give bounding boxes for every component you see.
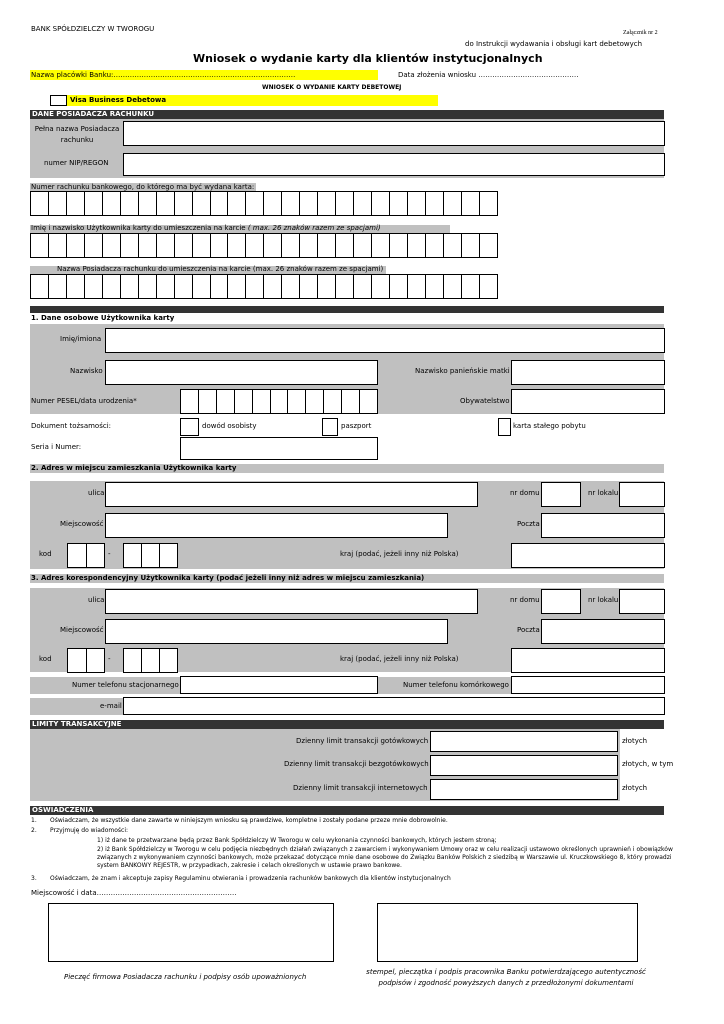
char-cell[interactable] <box>157 233 175 258</box>
char-cell[interactable] <box>324 389 342 414</box>
char-cell[interactable] <box>480 274 498 299</box>
pesel-cells[interactable] <box>180 389 378 414</box>
passport-checkbox[interactable] <box>322 418 338 436</box>
char-cell[interactable] <box>85 191 103 216</box>
bank-signature-box[interactable] <box>377 903 638 962</box>
char-cell[interactable] <box>85 274 103 299</box>
declaration-3: Oświadczam, że znam i akceptuje zapisy Regulaminu otwierania i prowadzenia rachunków bankowych dla klientów instytucjonalnych <box>50 875 451 882</box>
char-cell[interactable] <box>360 389 378 414</box>
corr-postcode-part1[interactable] <box>67 648 105 673</box>
char-cell[interactable] <box>139 274 157 299</box>
char-cell[interactable] <box>264 233 282 258</box>
char-cell[interactable] <box>408 233 426 258</box>
decl-3-number: 3. <box>31 875 37 882</box>
corr-street-field[interactable] <box>105 589 478 614</box>
owner-nip-label: numer NIP/REGON <box>44 159 109 167</box>
char-cell[interactable] <box>124 648 142 673</box>
card-type: Visa Business Debetowa <box>70 96 167 104</box>
char-cell[interactable] <box>444 191 462 216</box>
char-cell[interactable] <box>160 543 178 568</box>
char-cell[interactable] <box>175 191 193 216</box>
char-cell[interactable] <box>175 233 193 258</box>
char-cell[interactable] <box>193 233 211 258</box>
char-cell[interactable] <box>49 191 67 216</box>
char-cell[interactable] <box>228 274 246 299</box>
surname-field[interactable] <box>105 360 378 385</box>
char-cell[interactable] <box>228 233 246 258</box>
char-cell[interactable] <box>480 191 498 216</box>
char-cell[interactable] <box>49 274 67 299</box>
declaration-1: Oświadczam, że wszystkie dane zawarte w niniejszym wniosku są prawdziwe, kompletne i zostały podane przeze mnie dobrowolnie. <box>50 817 448 824</box>
char-cell[interactable] <box>354 233 372 258</box>
passport-label: paszport <box>341 422 372 430</box>
city-label: Miejscowość <box>60 520 104 528</box>
limit-cash-field[interactable] <box>430 731 618 752</box>
char-cell[interactable] <box>300 233 318 258</box>
attachment-note: do Instrukcji wydawania i obsługi kart debetowych <box>465 40 643 48</box>
char-cell[interactable] <box>264 191 282 216</box>
section-3-title: 3. Adres korespondencyjny Użytkownika karty (podać jeżeli inny niż adres w miejscu zamieszkania) <box>31 574 425 582</box>
char-cell[interactable] <box>121 274 139 299</box>
owner-full-name-field[interactable] <box>123 121 665 146</box>
char-cell[interactable] <box>67 191 85 216</box>
char-cell[interactable] <box>157 274 175 299</box>
user-name-label: Imię i nazwisko Użytkownika karty do umieszczenia na karcie ( max. 26 znaków razem ze spacjami) <box>31 224 381 232</box>
char-cell[interactable] <box>103 191 121 216</box>
char-cell[interactable] <box>271 389 289 414</box>
char-cell[interactable] <box>211 274 229 299</box>
residence-card-checkbox[interactable] <box>498 418 511 436</box>
corr-postcode-label: kod <box>39 655 52 663</box>
bank-signature-caption-1: stempel, pieczątka i podpis pracownika Banku potwierdzającego autentyczność <box>366 968 646 976</box>
declaration-2-2a: 2) iż Bank Spółdzielczy w Tworogu w celu podjęcia niezbędnych działań związanych z zawarciem i wykonywaniem Umowy oraz w celu realizacji ustawowo określonych uprawnień i obowiązków <box>97 846 673 853</box>
declaration-2: Przyjmuję do wiadomości: <box>50 827 129 834</box>
card-type-checkbox[interactable] <box>50 95 67 106</box>
char-cell[interactable] <box>282 233 300 258</box>
declaration-2-2b: związanych z wykonywaniem czynności bankowych, może przekazać dotyczące mnie dane osobowe do Związku Banków Polskich z siedzibą w Warszawie ul. Kruczkowskiego 8, który prowadzi <box>97 854 672 861</box>
owner-card-label: Nazwa Posiadacza rachunku do umieszczenia na karcie (max. 26 znaków razem ze spacjami) <box>57 265 384 273</box>
decl-2-number: 2. <box>31 827 37 834</box>
char-cell[interactable] <box>462 274 480 299</box>
flat-no-label: nr lokalu <box>588 489 619 497</box>
char-cell[interactable] <box>354 274 372 299</box>
corr-city-label: Miejscowość <box>60 626 104 634</box>
phone-field[interactable] <box>180 676 378 694</box>
series-field[interactable] <box>180 437 378 460</box>
char-cell[interactable] <box>408 274 426 299</box>
corr-flat-no-field[interactable] <box>619 589 665 614</box>
flat-no-field[interactable] <box>619 482 665 507</box>
id-card-label: dowód osobisty <box>202 422 257 430</box>
postcode-part1[interactable] <box>67 543 105 568</box>
place-date-label: Miejscowość i data…………………………………………………… <box>31 889 237 897</box>
residence-card-label: karta stałego pobytu <box>513 422 586 430</box>
char-cell[interactable] <box>318 274 336 299</box>
char-cell[interactable] <box>68 648 87 673</box>
corr-house-no-field[interactable] <box>541 589 581 614</box>
limit-cash-label: Dzienny limit transakcji gotówkowych <box>296 737 429 745</box>
corr-flat-no-label: nr lokalu <box>588 596 619 604</box>
corr-post-field[interactable] <box>541 619 665 644</box>
char-cell[interactable] <box>142 648 160 673</box>
char-cell[interactable] <box>211 233 229 258</box>
char-cell[interactable] <box>426 191 444 216</box>
char-cell[interactable] <box>480 233 498 258</box>
char-cell[interactable] <box>68 543 87 568</box>
char-cell[interactable] <box>390 191 408 216</box>
char-cell[interactable] <box>372 191 390 216</box>
corr-house-no-label: nr domu <box>510 596 540 604</box>
char-cell[interactable] <box>49 233 67 258</box>
branch-label: Nazwa placówki Banku:…………………………………………………………………… <box>31 71 296 79</box>
char-cell[interactable] <box>336 274 354 299</box>
corr-country-field[interactable] <box>511 648 665 673</box>
char-cell[interactable] <box>253 389 271 414</box>
country-field[interactable] <box>511 543 665 568</box>
char-cell[interactable] <box>31 233 49 258</box>
owner-full-name-label: Pełna nazwa Posiadacza rachunku <box>34 125 120 144</box>
street-field[interactable] <box>105 482 478 507</box>
char-cell[interactable] <box>342 389 360 414</box>
email-label: e-mail <box>100 702 122 710</box>
char-cell[interactable] <box>354 191 372 216</box>
account-label: Numer rachunku bankowego, do którego ma być wydana karta: <box>31 183 255 191</box>
char-cell[interactable] <box>246 274 264 299</box>
section-declarations: OŚWIADCZENIA <box>30 806 664 815</box>
char-cell[interactable] <box>318 233 336 258</box>
char-cell[interactable] <box>103 274 121 299</box>
char-cell[interactable] <box>193 191 211 216</box>
char-cell[interactable] <box>67 274 85 299</box>
char-cell[interactable] <box>462 191 480 216</box>
phone-label: Numer telefonu stacjonarnego <box>72 681 179 689</box>
declaration-2-1: 1) iż dane te przetwarzane będą przez Bank Spółdzielczy W Tworogu w celu wykonania czynności bankowych, których jestem stroną; <box>97 837 497 844</box>
corr-postcode-dash: - <box>108 655 111 663</box>
postcode-part2[interactable] <box>123 543 178 568</box>
maiden-name-label: Nazwisko panieńskie matki <box>415 367 510 375</box>
char-cell[interactable] <box>139 233 157 258</box>
char-cell[interactable] <box>228 191 246 216</box>
owner-card-name-cells[interactable] <box>30 274 498 299</box>
email-field[interactable] <box>123 697 665 715</box>
char-cell[interactable] <box>372 274 390 299</box>
char-cell[interactable] <box>246 191 264 216</box>
postcode-dash: - <box>108 550 111 558</box>
bank-signature-caption-2: podpisów i zgodność powyższych danych z przedłożonymi dokumentami <box>378 979 634 987</box>
char-cell[interactable] <box>103 233 121 258</box>
decl-1-number: 1. <box>31 817 37 824</box>
char-cell[interactable] <box>139 191 157 216</box>
char-cell[interactable] <box>193 274 211 299</box>
char-cell[interactable] <box>181 389 199 414</box>
attachment-number: Załącznik nr 2 <box>623 30 658 36</box>
city-field[interactable] <box>105 513 448 538</box>
corr-post-label: Poczta <box>517 626 540 634</box>
char-cell[interactable] <box>426 233 444 258</box>
account-number-cells[interactable] <box>30 191 498 216</box>
house-no-field[interactable] <box>541 482 581 507</box>
country-label: kraj (podać, jeżeli inny niż Polska) <box>340 550 459 558</box>
char-cell[interactable] <box>264 274 282 299</box>
char-cell[interactable] <box>306 389 324 414</box>
char-cell[interactable] <box>336 191 354 216</box>
limit-noncash-currency: złotych, w tym <box>622 760 674 768</box>
section-limits: LIMITY TRANSAKCYJNE <box>30 720 664 729</box>
pesel-label: Numer PESEL/data urodzenia* <box>31 397 137 405</box>
street-label: ulica <box>88 489 105 497</box>
char-cell[interactable] <box>462 233 480 258</box>
post-label: Poczta <box>517 520 540 528</box>
surname-label: Nazwisko <box>70 367 103 375</box>
limit-internet-label: Dzienny limit transakcji internetowych <box>293 784 428 792</box>
char-cell[interactable] <box>142 543 160 568</box>
char-cell[interactable] <box>124 543 142 568</box>
char-cell[interactable] <box>318 191 336 216</box>
char-cell[interactable] <box>300 274 318 299</box>
first-names-field[interactable] <box>105 328 665 353</box>
char-cell[interactable] <box>426 274 444 299</box>
limit-internet-field[interactable] <box>430 779 618 800</box>
owner-signature-box[interactable] <box>48 903 334 962</box>
section-1-title: 1. Dane osobowe Użytkownika karty <box>31 314 175 322</box>
house-no-label: nr domu <box>510 489 540 497</box>
char-cell[interactable] <box>300 191 318 216</box>
id-doc-label: Dokument tożsamości: <box>31 422 112 430</box>
series-label: Seria i Numer: <box>31 443 82 451</box>
owner-signature-caption: Pieczęć firmowa Posiadacza rachunku i podpisy osób upoważnionych <box>64 973 307 981</box>
char-cell[interactable] <box>211 191 229 216</box>
char-cell[interactable] <box>121 191 139 216</box>
limit-noncash-field[interactable] <box>430 755 618 776</box>
declaration-2-2c: system BANKOWY REJESTR, w przypadkach, zakresie i celach określonych w ustawie prawo bankowe. <box>97 862 402 869</box>
char-cell[interactable] <box>217 389 235 414</box>
section-owner: DANE POSIADACZA RACHUNKU <box>30 110 664 119</box>
char-cell[interactable] <box>67 233 85 258</box>
postcode-label: kod <box>39 550 52 558</box>
char-cell[interactable] <box>31 274 49 299</box>
char-cell[interactable] <box>444 233 462 258</box>
bank-name: BANK SPÓŁDZIELCZY W TWOROGU <box>31 25 155 33</box>
char-cell[interactable] <box>87 543 106 568</box>
char-cell[interactable] <box>246 233 264 258</box>
id-card-checkbox[interactable] <box>180 418 199 436</box>
char-cell[interactable] <box>87 648 106 673</box>
char-cell[interactable] <box>121 233 139 258</box>
limit-cash-currency: złotych <box>622 737 648 745</box>
citizenship-field[interactable] <box>511 389 665 414</box>
char-cell[interactable] <box>372 233 390 258</box>
char-cell[interactable] <box>282 191 300 216</box>
date-label: Data złożenia wniosku ……………………………………. <box>398 71 579 79</box>
char-cell[interactable] <box>288 389 306 414</box>
owner-nip-field[interactable] <box>123 153 665 176</box>
corr-city-field[interactable] <box>105 619 448 644</box>
user-name-cells[interactable] <box>30 233 498 258</box>
char-cell[interactable] <box>390 233 408 258</box>
char-cell[interactable] <box>235 389 253 414</box>
char-cell[interactable] <box>31 191 49 216</box>
char-cell[interactable] <box>160 648 178 673</box>
mobile-field[interactable] <box>511 676 665 694</box>
char-cell[interactable] <box>336 233 354 258</box>
limit-noncash-label: Dzienny limit transakcji bezgotówkowych <box>284 760 429 768</box>
char-cell[interactable] <box>175 274 193 299</box>
char-cell[interactable] <box>199 389 217 414</box>
char-cell[interactable] <box>444 274 462 299</box>
limit-internet-currency: złotych <box>622 784 648 792</box>
post-field[interactable] <box>541 513 665 538</box>
section-divider <box>30 306 664 313</box>
char-cell[interactable] <box>408 191 426 216</box>
section-2-title: 2. Adres w miejscu zamieszkania Użytkownika karty <box>31 464 237 472</box>
corr-postcode-part2[interactable] <box>123 648 178 673</box>
maiden-name-field[interactable] <box>511 360 665 385</box>
char-cell[interactable] <box>157 191 175 216</box>
corr-country-label: kraj (podać, jeżeli inny niż Polska) <box>340 655 459 663</box>
citizenship-label: Obywatelstwo <box>460 397 510 405</box>
corr-street-label: ulica <box>88 596 105 604</box>
char-cell[interactable] <box>282 274 300 299</box>
mobile-label: Numer telefonu komórkowego <box>403 681 509 689</box>
form-subtitle: WNIOSEK O WYDANIE KARTY DEBETOWEJ <box>262 84 402 91</box>
char-cell[interactable] <box>85 233 103 258</box>
char-cell[interactable] <box>390 274 408 299</box>
page-title: Wniosek o wydanie karty dla klientów instytucjonalnych <box>193 52 543 65</box>
first-names-label: Imię/imiona <box>60 335 102 343</box>
